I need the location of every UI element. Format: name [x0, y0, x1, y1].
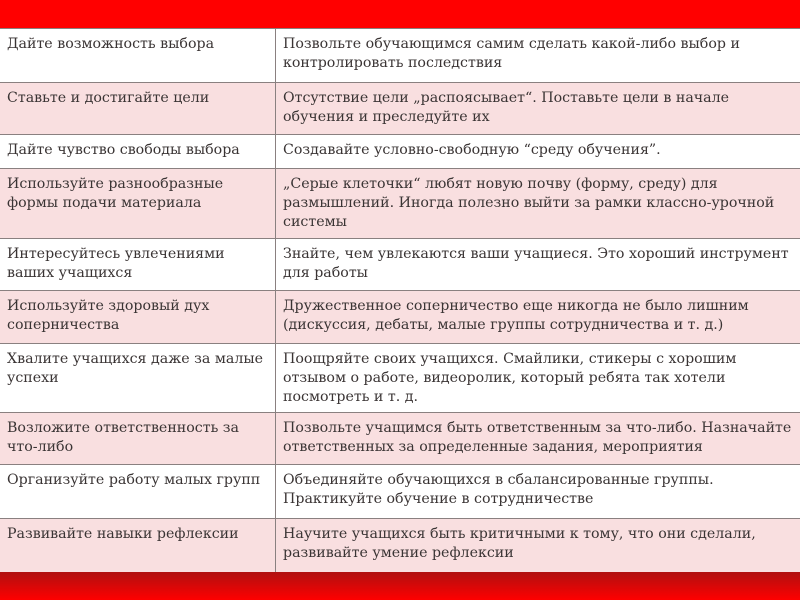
- description-cell: Объединяйте обучающихся в сбалансированные группы. Практикуйте обучение в сотрудничестве: [276, 465, 800, 519]
- bottom-band: [0, 572, 800, 600]
- description-cell: Отсутствие цели „распоясывает“. Поставьте цели в начале обучения и преследуйте их: [276, 83, 800, 135]
- table-row: [0, 413, 800, 465]
- principle-cell: Хвалите учащихся даже за малые успехи: [0, 344, 276, 413]
- principle-cell: Возложите ответственность за что-либо: [0, 413, 276, 465]
- principle-cell: Используйте разнообразные формы подачи материала: [0, 169, 276, 239]
- table-row: [0, 465, 800, 519]
- motivation-table: [0, 28, 800, 573]
- principle-cell: Дайте чувство свободы выбора: [0, 135, 276, 169]
- principle-cell: Используйте здоровый дух соперничества: [0, 291, 276, 344]
- description-cell: Дружественное соперничество еще никогда не было лишним (дискуссия, дебаты, малые группы сотрудничества и т. д.): [276, 291, 800, 344]
- table-row: [0, 291, 800, 344]
- description-cell: Знайте, чем увлекаются ваши учащиеся. Это хороший инструмент для работы: [276, 239, 800, 291]
- description-cell: Позвольте обучающимся самим сделать какой-либо выбор и контролировать последствия: [276, 29, 800, 83]
- description-cell: Научите учащихся быть критичными к тому, что они сделали, развивайте умение рефлексии: [276, 519, 800, 573]
- principle-cell: Ставьте и достигайте цели: [0, 83, 276, 135]
- table-row: [0, 239, 800, 291]
- table-row: [0, 169, 800, 239]
- principle-cell: Интересуйтесь увлечениями ваших учащихся: [0, 239, 276, 291]
- table-row: [0, 29, 800, 83]
- description-cell: Поощряйте своих учащихся. Смайлики, стикеры с хорошим отзывом о работе, видеоролик, который ребята так хотели посмотреть и т. д.: [276, 344, 800, 413]
- principle-cell: Организуйте работу малых групп: [0, 465, 276, 519]
- description-cell: Создавайте условно-свободную “среду обучения”.: [276, 135, 800, 169]
- table-row: [0, 519, 800, 573]
- description-cell: Позвольте учащимся быть ответственным за что-либо. Назначайте ответственных за определенные задания, мероприятия: [276, 413, 800, 465]
- principle-cell: Развивайте навыки рефлексии: [0, 519, 276, 573]
- description-cell: „Серые клеточки“ любят новую почву (форму, среду) для размышлений. Иногда полезно выйти за рамки классно-урочной системы: [276, 169, 800, 239]
- principle-cell: Дайте возможность выбора: [0, 29, 276, 83]
- table-row: [0, 83, 800, 135]
- table-row: [0, 344, 800, 413]
- table-row: [0, 135, 800, 169]
